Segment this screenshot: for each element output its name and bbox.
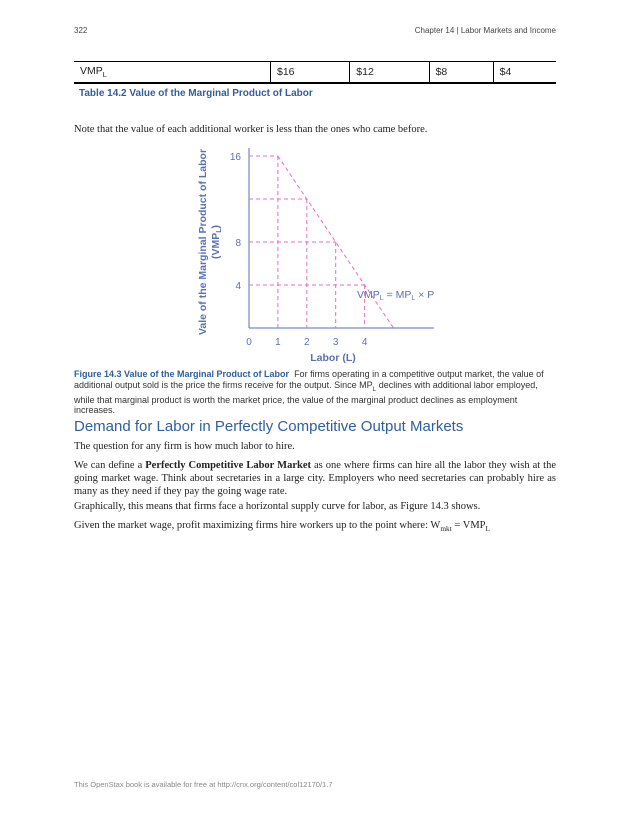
page-number: 322: [74, 26, 88, 35]
chart-y-tick-label: 4: [235, 281, 241, 292]
vmp-chart: [0, 0, 630, 370]
table-cell: $16: [271, 62, 350, 84]
chart-line-label: VMPL = MPL × P: [357, 289, 435, 302]
paragraph-graphically: Graphically, this means that firms face a horizontal supply curve for labor, as Figure 14.3 shows.: [74, 501, 481, 512]
chart-xlabel: Labor (L): [310, 352, 356, 364]
chart-x-tick-label: 4: [361, 337, 368, 348]
paragraph-definition: We can define a Perfectly Competitive Labor Market as one where firms can hire all the labor they wish at the going market wage. Think about secretaries in a large city. Employers who need secretaries can probably hire as many as they need if they pay the going wage rate.: [74, 460, 556, 497]
chart-x-tick-label: 1: [275, 337, 281, 348]
chart-x-tick-label: 2: [304, 337, 310, 348]
section-heading: Demand for Labor in Perfectly Competitive Output Markets: [74, 418, 464, 435]
footer-note: This OpenStax book is available for free at http://cnx.org/content/col12170/1.7: [74, 780, 333, 789]
paragraph-market-wage: Given the market wage, profit maximizing firms hire workers up to the point where: $W_{mkt} = VMP_L$: [74, 520, 491, 534]
chart-x-tick-label: 0: [246, 337, 252, 348]
table-caption: Table 14.2 Value of the Marginal Product of Labor: [79, 88, 313, 99]
chart-ylabel: Vale of the Marginal Product of Labor: [197, 148, 209, 336]
chart-ylabel-unit: (VMPL): [210, 224, 223, 260]
running-header: Chapter 14 | Labor Markets and Income: [414, 26, 556, 35]
table-cell: $8: [429, 62, 493, 84]
table-cell: $12: [350, 62, 429, 84]
table-row-label: $VMP_L$: [74, 62, 271, 84]
key-term: Perfectly Competitive Labor Market: [145, 460, 311, 471]
paragraph-question: The question for any firm is how much labor to hire.: [74, 441, 295, 452]
intro-paragraph: Note that the value of each additional worker is less than the ones who came before.: [74, 124, 428, 135]
chart-y-tick-label: 8: [235, 238, 241, 249]
chart-x-tick-label: 3: [332, 337, 339, 348]
chart-y-tick-label: 16: [229, 152, 241, 163]
figure-caption: Figure 14.3 Value of the Marginal Product of Labor For firms operating in a competitive output market, the value of additional output sold is the price the firms receive for the output. Since $MP_L$ declines with additional labor employed, while that marginal product is worth the market price, the value of the marginal product declines as employment increases.: [74, 369, 544, 416]
table-cell: $4: [493, 62, 556, 84]
